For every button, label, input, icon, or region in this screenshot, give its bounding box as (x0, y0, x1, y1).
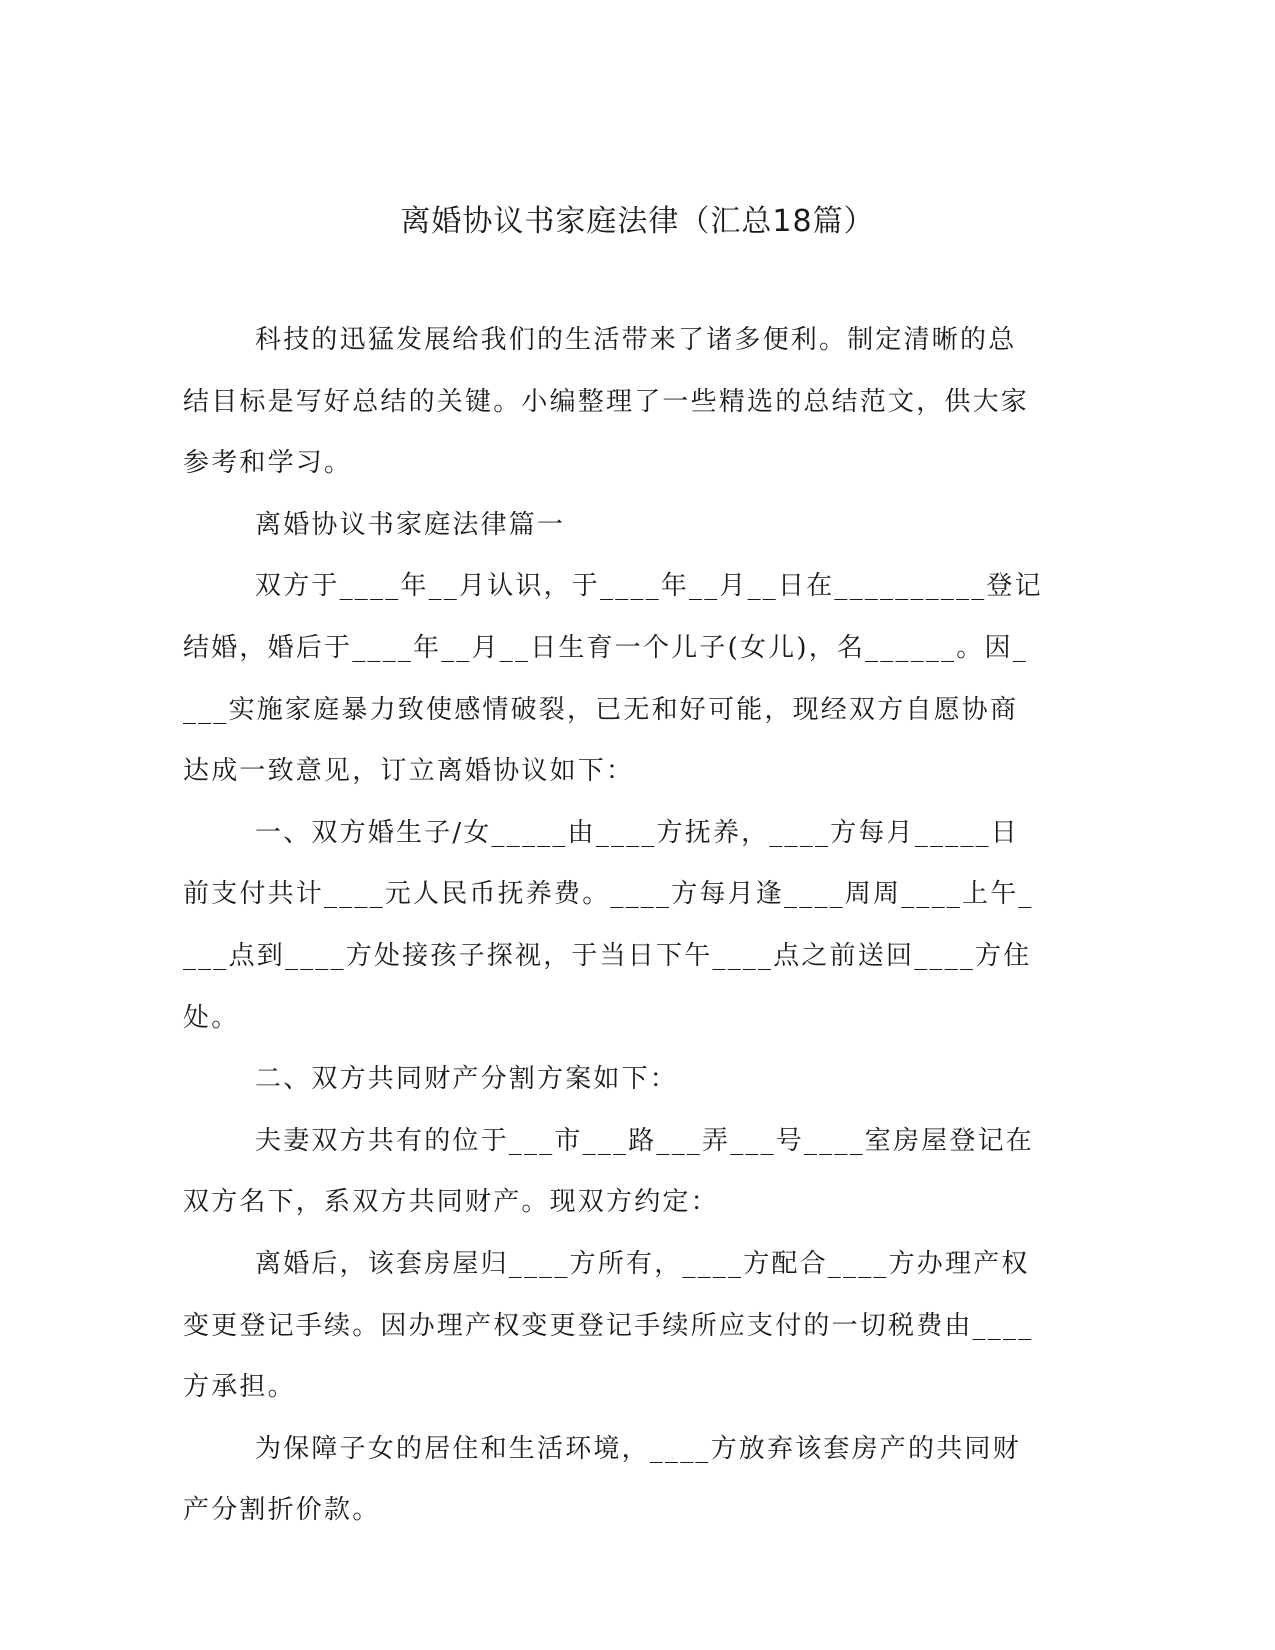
body-paragraph: 一、双方婚生子/女_____由____方抚养，____方每月_____日前支付共计____元人民币抚养费。____方每月逢____周周____上午____点到____方处接孩子探视，于当日下午____点之前送回____方住处。 (183, 817, 1034, 1033)
document-title: 离婚协议书家庭法律（汇总18篇） (400, 204, 875, 239)
document-body (183, 310, 1043, 1542)
clause-heading: 二、双方共同财产分割方案如下： (255, 1064, 679, 1095)
body-paragraph: 离婚后，该套房屋归____方所有，____方配合____方办理产权变更登记手续。因办理产权变更登记手续所应支付的一切税费由____方承担。 (183, 1248, 1034, 1403)
intro-paragraph: 科技的迅猛发展给我们的生活带来了诸多便利。制定清晰的总结目标是写好总结的关键。小编整理了一些精选的总结范文，供大家参考和学习。 (183, 325, 1030, 479)
section-heading: 离婚协议书家庭法律篇一 (255, 509, 566, 540)
body-paragraph: 双方于____年__月认识，于____年__月__日在__________登记结婚，婚后于____年__月__日生育一个儿子(女儿)，名______。因____实施家庭暴力致使感情破裂，已无和好可能，现经双方自愿协商达成一致意见，订立离婚协议如下： (183, 571, 1043, 787)
body-paragraph: 夫妻双方共有的位于___市___路___弄___号____室房屋登记在双方名下，系双方共同财产。现双方约定： (183, 1125, 1035, 1218)
body-paragraph: 为保障子女的居住和生活环境，____方放弃该套房产的共同财产分割折价款。 (183, 1433, 1021, 1526)
